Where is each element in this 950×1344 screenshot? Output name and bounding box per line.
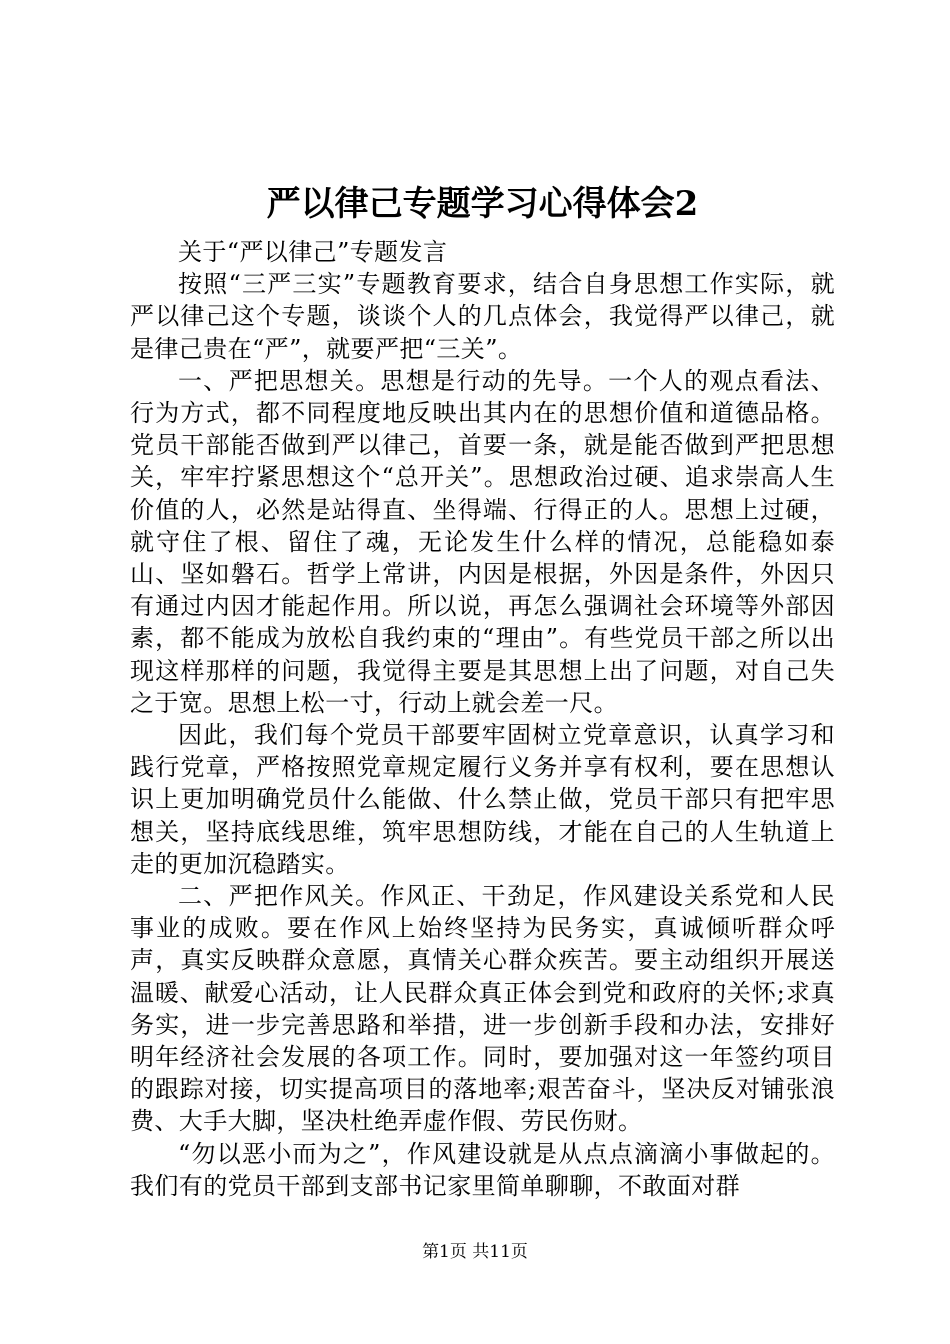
paragraph-section-1: 一、严把思想关。思想是行动的先导。一个人的观点看法、行为方式，都不同程度地反映出其内在的思想价值和道德品格。党员干部能否做到严以律己，首要一条，就是能否做到严把思想关，牢牢拧紧思想这个“总开关”。思想政治过硬、追求崇高人生价值的人，必然是站得直、坐得端、行得正的人。思想上过硬，就守住了根、留住了魂，无论发生什么样的情况，总能稳如泰山、坚如磐石。哲学上常讲，内因是根据，外因是条件，外因只有通过内因才能起作用。所以说，再怎么强调社会环境等外部因素，都不能成为放松自我约束的“理由”。有些党员干部之所以出现这样那样的问题，我觉得主要是其思想上出了问题，对自己失之于宽。思想上松一寸，行动上就会差一尺。 bbox=[130, 366, 835, 717]
paragraph-section-2: 二、严把作风关。作风正、干劲足，作风建设关系党和人民事业的成败。要在作风上始终坚持为民务实，真诚倾听群众呼声，真实反映群众意愿，真情关心群众疾苦。要主动组织开展送温暖、献爱心活动，让人民群众真正体会到党和政府的关怀;求真务实，进一步完善思路和举措，进一步创新手段和办法，安排好明年经济社会发展的各项工作。同时，要加强对这一年签约项目的跟踪对接，切实提高项目的落地率;艰苦奋斗，坚决反对铺张浪费、大手大脚，坚决杜绝弄虚作假、劳民伤财。 bbox=[130, 882, 835, 1136]
document-body bbox=[130, 236, 835, 1202]
paragraph-section-2-continued: “勿以恶小而为之”，作风建设就是从点点滴滴小事做起的。我们有的党员干部到支部书记家里简单聊聊，不敢面对群 bbox=[130, 1139, 835, 1200]
paragraph-section-1-conclusion: 因此，我们每个党员干部要牢固树立党章意识，认真学习和践行党章，严格按照党章规定履行义务并享有权利，要在思想认识上更加明确党员什么能做、什么禁止做，党员干部只有把牢思想关，坚持底线思维，筑牢思想防线，才能在自己的人生轨道上走的更加沉稳踏实。 bbox=[130, 721, 835, 878]
paragraph-intro: 按照“三严三实”专题教育要求，结合自身思想工作实际，就严以律己这个专题，谈谈个人的几点体会，我觉得严以律己，就是律己贵在“严”，就要严把“三关”。 bbox=[130, 270, 835, 363]
page-footer: 第1页 共11页 bbox=[422, 1242, 528, 1262]
document-title: 严以律己专题学习心得体会2 bbox=[266, 184, 699, 224]
paragraph-subtitle: 关于“严以律己”专题发言 bbox=[178, 238, 448, 266]
